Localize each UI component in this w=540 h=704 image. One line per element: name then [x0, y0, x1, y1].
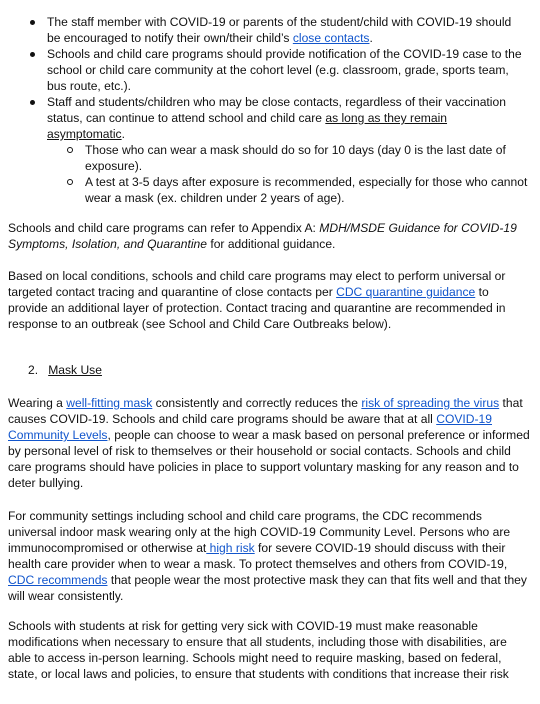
- paragraph-text: that causes COVID-19. Schools and child care programs should be aware that at all: [8, 396, 523, 426]
- list-item: [28, 94, 528, 142]
- paragraph-text: For community settings including school and child care programs, the CDC recommends universal indoor mask wearing only at the high COVID-19 Community Level. Persons who are immunocompromised or otherwise at: [8, 509, 511, 555]
- sub-bullet-text: A test at 3-5 days after exposure is recommended, especially for those who cannot wear a mask (ex. children under 2 years of age).: [85, 175, 528, 205]
- list-item: [28, 14, 528, 46]
- mask-paragraph-1: [8, 395, 530, 491]
- bullet-icon: [30, 100, 35, 105]
- section-heading: [28, 362, 102, 378]
- risk-of-spreading-link[interactable]: risk of spreading the virus: [361, 396, 500, 410]
- bullet-text: Staff and students/children who may be close contacts, regardless of their vaccination status, can continue to attend school and child care: [47, 95, 506, 125]
- bullet-icon: [30, 52, 35, 57]
- well-fitting-mask-link[interactable]: well-fitting mask: [66, 396, 153, 410]
- paragraph-text: that people wear the most protective mask they can that fits well and that they will wear consistently.: [8, 573, 527, 603]
- section-title: Mask Use: [48, 363, 102, 377]
- bullet-list: [28, 14, 528, 206]
- bullet-text-end: .: [369, 31, 373, 45]
- section-number: 2.: [28, 363, 39, 377]
- paragraph-text: Schools with students at risk for getting very sick with COVID-19 must make reasonable modifications when necessary to ensure that all students, including those with disabilities, are able to access in-person learning. Schools might need to require masking, based on federal, state, or local laws and policies, to ensure that students with conditions that increase their risk: [8, 619, 509, 681]
- paragraph-text-end: to provide an additional layer of protection. Contact tracing and quarantine are recommended in response to an outbreak (see School and Child Care Outbreaks below).: [8, 285, 506, 331]
- mask-paragraph-2: [8, 508, 530, 604]
- paragraph-text: Wearing a: [8, 396, 67, 410]
- sub-list-item: [66, 174, 528, 206]
- paragraph-text: Schools and child care programs can refer to Appendix A:: [8, 221, 320, 235]
- hollow-bullet-icon: [67, 147, 73, 153]
- cdc-recommends-link[interactable]: CDC recommends: [8, 573, 108, 587]
- close-contacts-link[interactable]: close contacts: [292, 31, 370, 45]
- asymptomatic-underlined-text: as long as they remain asymptomatic: [47, 111, 448, 141]
- community-levels-link[interactable]: COVID-19 Community Levels: [8, 412, 492, 442]
- bullet-text: Schools and child care programs should provide notification of the COVID-19 case to the school or child care community at the cohort level (e.g. classroom, grade, sports team, bus route, etc.).: [47, 47, 522, 93]
- high-risk-link[interactable]: high risk: [206, 541, 255, 555]
- appendix-paragraph: [8, 220, 530, 252]
- list-item: [28, 46, 528, 94]
- bullet-text-end: .: [121, 127, 125, 141]
- paragraph-text-end: for additional guidance.: [206, 237, 336, 251]
- paragraph-text: , people can choose to wear a mask based on personal preference or informed by personal level of risk to themselves or their household or social contacts. Schools and child care programs should have policies in place to support voluntary masking for any reason and to deter bullying.: [8, 428, 530, 490]
- bullet-icon: [30, 20, 35, 25]
- hollow-bullet-icon: [67, 179, 73, 185]
- paragraph-text: Based on local conditions, schools and child care programs may elect to perform universal or targeted contact tracing and quarantine of close contacts per: [8, 269, 506, 299]
- paragraph-text: consistently and correctly reduces the: [152, 396, 362, 410]
- contact-tracing-paragraph: [8, 268, 530, 332]
- sub-bullet-text: Those who can wear a mask should do so for 10 days (day 0 is the last date of exposure).: [85, 143, 506, 173]
- cdc-quarantine-guidance-link[interactable]: CDC quarantine guidance: [336, 285, 476, 299]
- sub-list-item: [66, 142, 528, 174]
- paragraph-text: for severe COVID-19 should discuss with their health care provider when to wear a mask. To protect themselves and others from COVID-19,: [8, 541, 508, 571]
- bullet-text: The staff member with COVID-19 or parents of the student/child with COVID-19 should be encouraged to notify their own/their child’s: [47, 15, 512, 45]
- appendix-title: MDH/MSDE Guidance for COVID-19 Symptoms, Isolation, and Quarantine: [8, 221, 517, 251]
- mask-paragraph-3: [8, 618, 530, 682]
